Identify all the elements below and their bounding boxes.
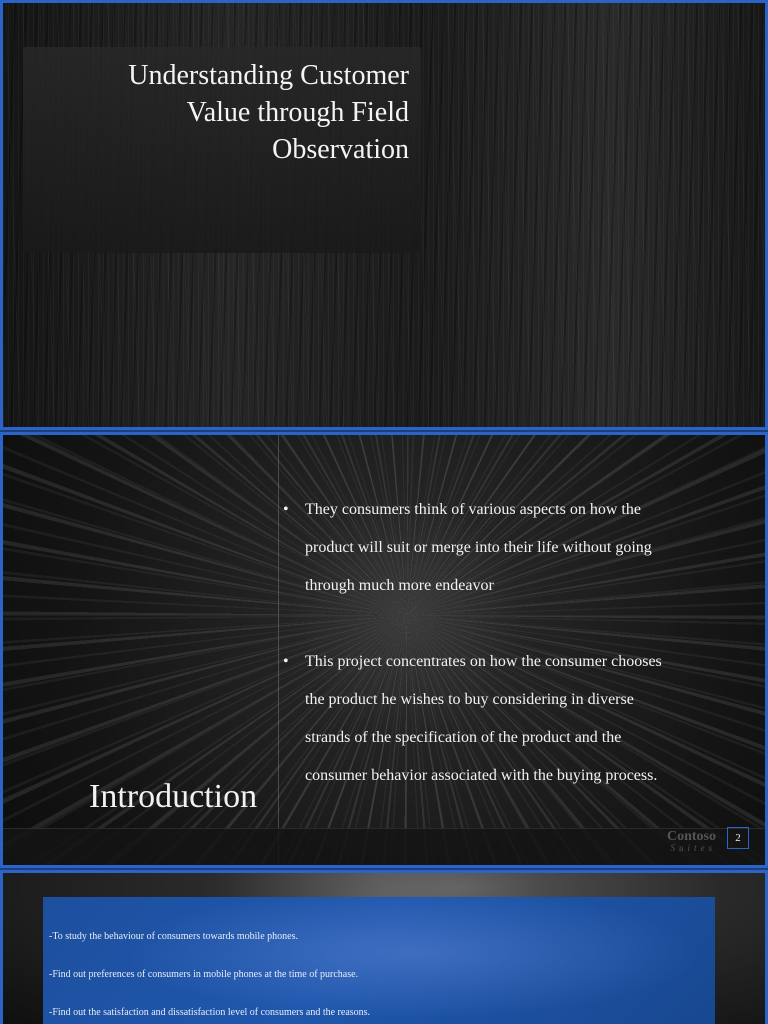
bullet-line: through much more endeavor <box>305 577 494 594</box>
objectives-slide <box>0 870 768 1024</box>
objective-item: -To study the behaviour of consumers towards mobile phones. <box>49 931 298 942</box>
title-line: Value through Field <box>186 97 409 128</box>
bullet-icon: • <box>283 501 289 518</box>
introduction-slide <box>0 432 768 868</box>
bullet-line: the product he wishes to buy considering in diverse <box>305 691 634 708</box>
bullet-icon: • <box>283 653 289 670</box>
bullet-line: This project concentrates on how the consumer chooses <box>305 653 662 670</box>
title-box <box>23 47 421 253</box>
title-line: Understanding Customer <box>128 60 409 91</box>
section-heading: Introduction <box>89 778 258 815</box>
page-number: 2 <box>727 827 749 849</box>
bullet-line: consumer behavior associated with the buying process. <box>305 767 658 784</box>
bullet-line: strands of the specification of the product and the <box>305 729 622 746</box>
title-line: Observation <box>272 134 409 165</box>
slide-title <box>49 57 409 168</box>
bullet-line: They consumers think of various aspects on how the <box>305 501 641 518</box>
bullet-item <box>283 491 743 605</box>
footer-band <box>3 828 765 865</box>
objective-item: -Find out the satisfaction and dissatisfaction level of consumers and the reasons. <box>49 1007 371 1018</box>
bullet-item <box>283 643 743 795</box>
objectives-list <box>49 931 370 1024</box>
bullet-list <box>283 491 743 795</box>
title-slide <box>0 0 768 430</box>
bullet-line: product will suit or merge into their life without going <box>305 539 652 556</box>
brand-name: Contoso <box>666 829 716 844</box>
objective-item: -Find out preferences of consumers in mobile phones at the time of purchase. <box>49 969 359 980</box>
objectives-box <box>43 897 715 1024</box>
brand-subtitle: Suites <box>670 843 716 853</box>
brand-logo <box>667 830 716 853</box>
vertical-divider <box>278 435 279 865</box>
